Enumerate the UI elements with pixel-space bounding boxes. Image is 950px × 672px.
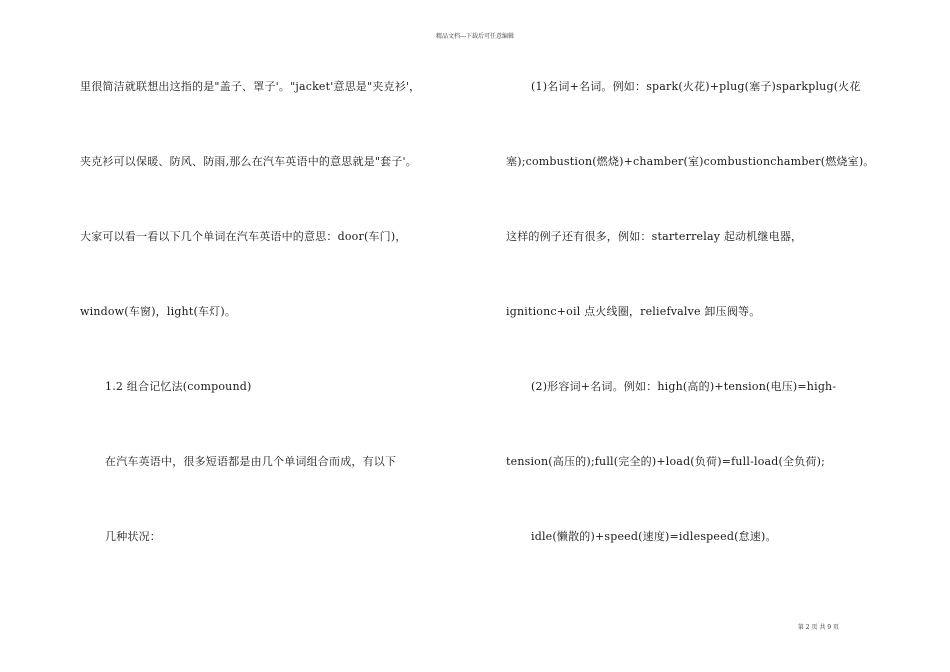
paragraph-line: (1)名词+名词。例如：spark(火花)+plug(塞子)sparkplug(火花 [531, 80, 861, 93]
paragraph-line: (2)形容词+名词。例如：high(高的)+tension(电压)=high- [531, 380, 837, 393]
paragraph-line: 夹克衫可以保暖、防风、防雨,那么在汽车英语中的意思就是"套子'。 [80, 155, 417, 168]
paragraph-line: 大家可以看一看以下几个单词在汽车英语中的意思：door(车门)， [80, 230, 407, 243]
paragraph-line: 塞);combustion(燃烧)+chamber(室)combustionchamber(燃烧室)。 [506, 155, 875, 168]
paragraph-line: window(车窗)，light(车灯)。 [80, 305, 237, 318]
paragraph-line: 几种状况： [105, 530, 161, 543]
page-number: 第 2 页 共 9 页 [797, 624, 839, 631]
paragraph-line: idle(懒散的)+speed(速度)=idlespeed(怠速)。 [531, 530, 777, 543]
paragraph-line: 在汽车英语中，很多短语都是由几个单词组合而成，有以下 [105, 455, 397, 468]
paragraph-line: ignitionc+oil 点火线圈，reliefvalve 卸压阀等。 [506, 305, 761, 318]
paragraph-line: 里很简洁就联想出这指的是"盖子、罩子'。"jacket'意思是"夹克衫'， [80, 80, 421, 93]
paragraph-line: tension(高压的);full(完全的)+load(负荷)=full-load(全负荷); [506, 455, 826, 468]
page-header: 精品文档---下载后可任意编辑 [435, 33, 515, 40]
paragraph-line: 这样的例子还有很多，例如：starterrelay 起动机继电器， [506, 230, 803, 243]
section-heading: 1.2 组合记忆法(compound) [105, 380, 252, 393]
